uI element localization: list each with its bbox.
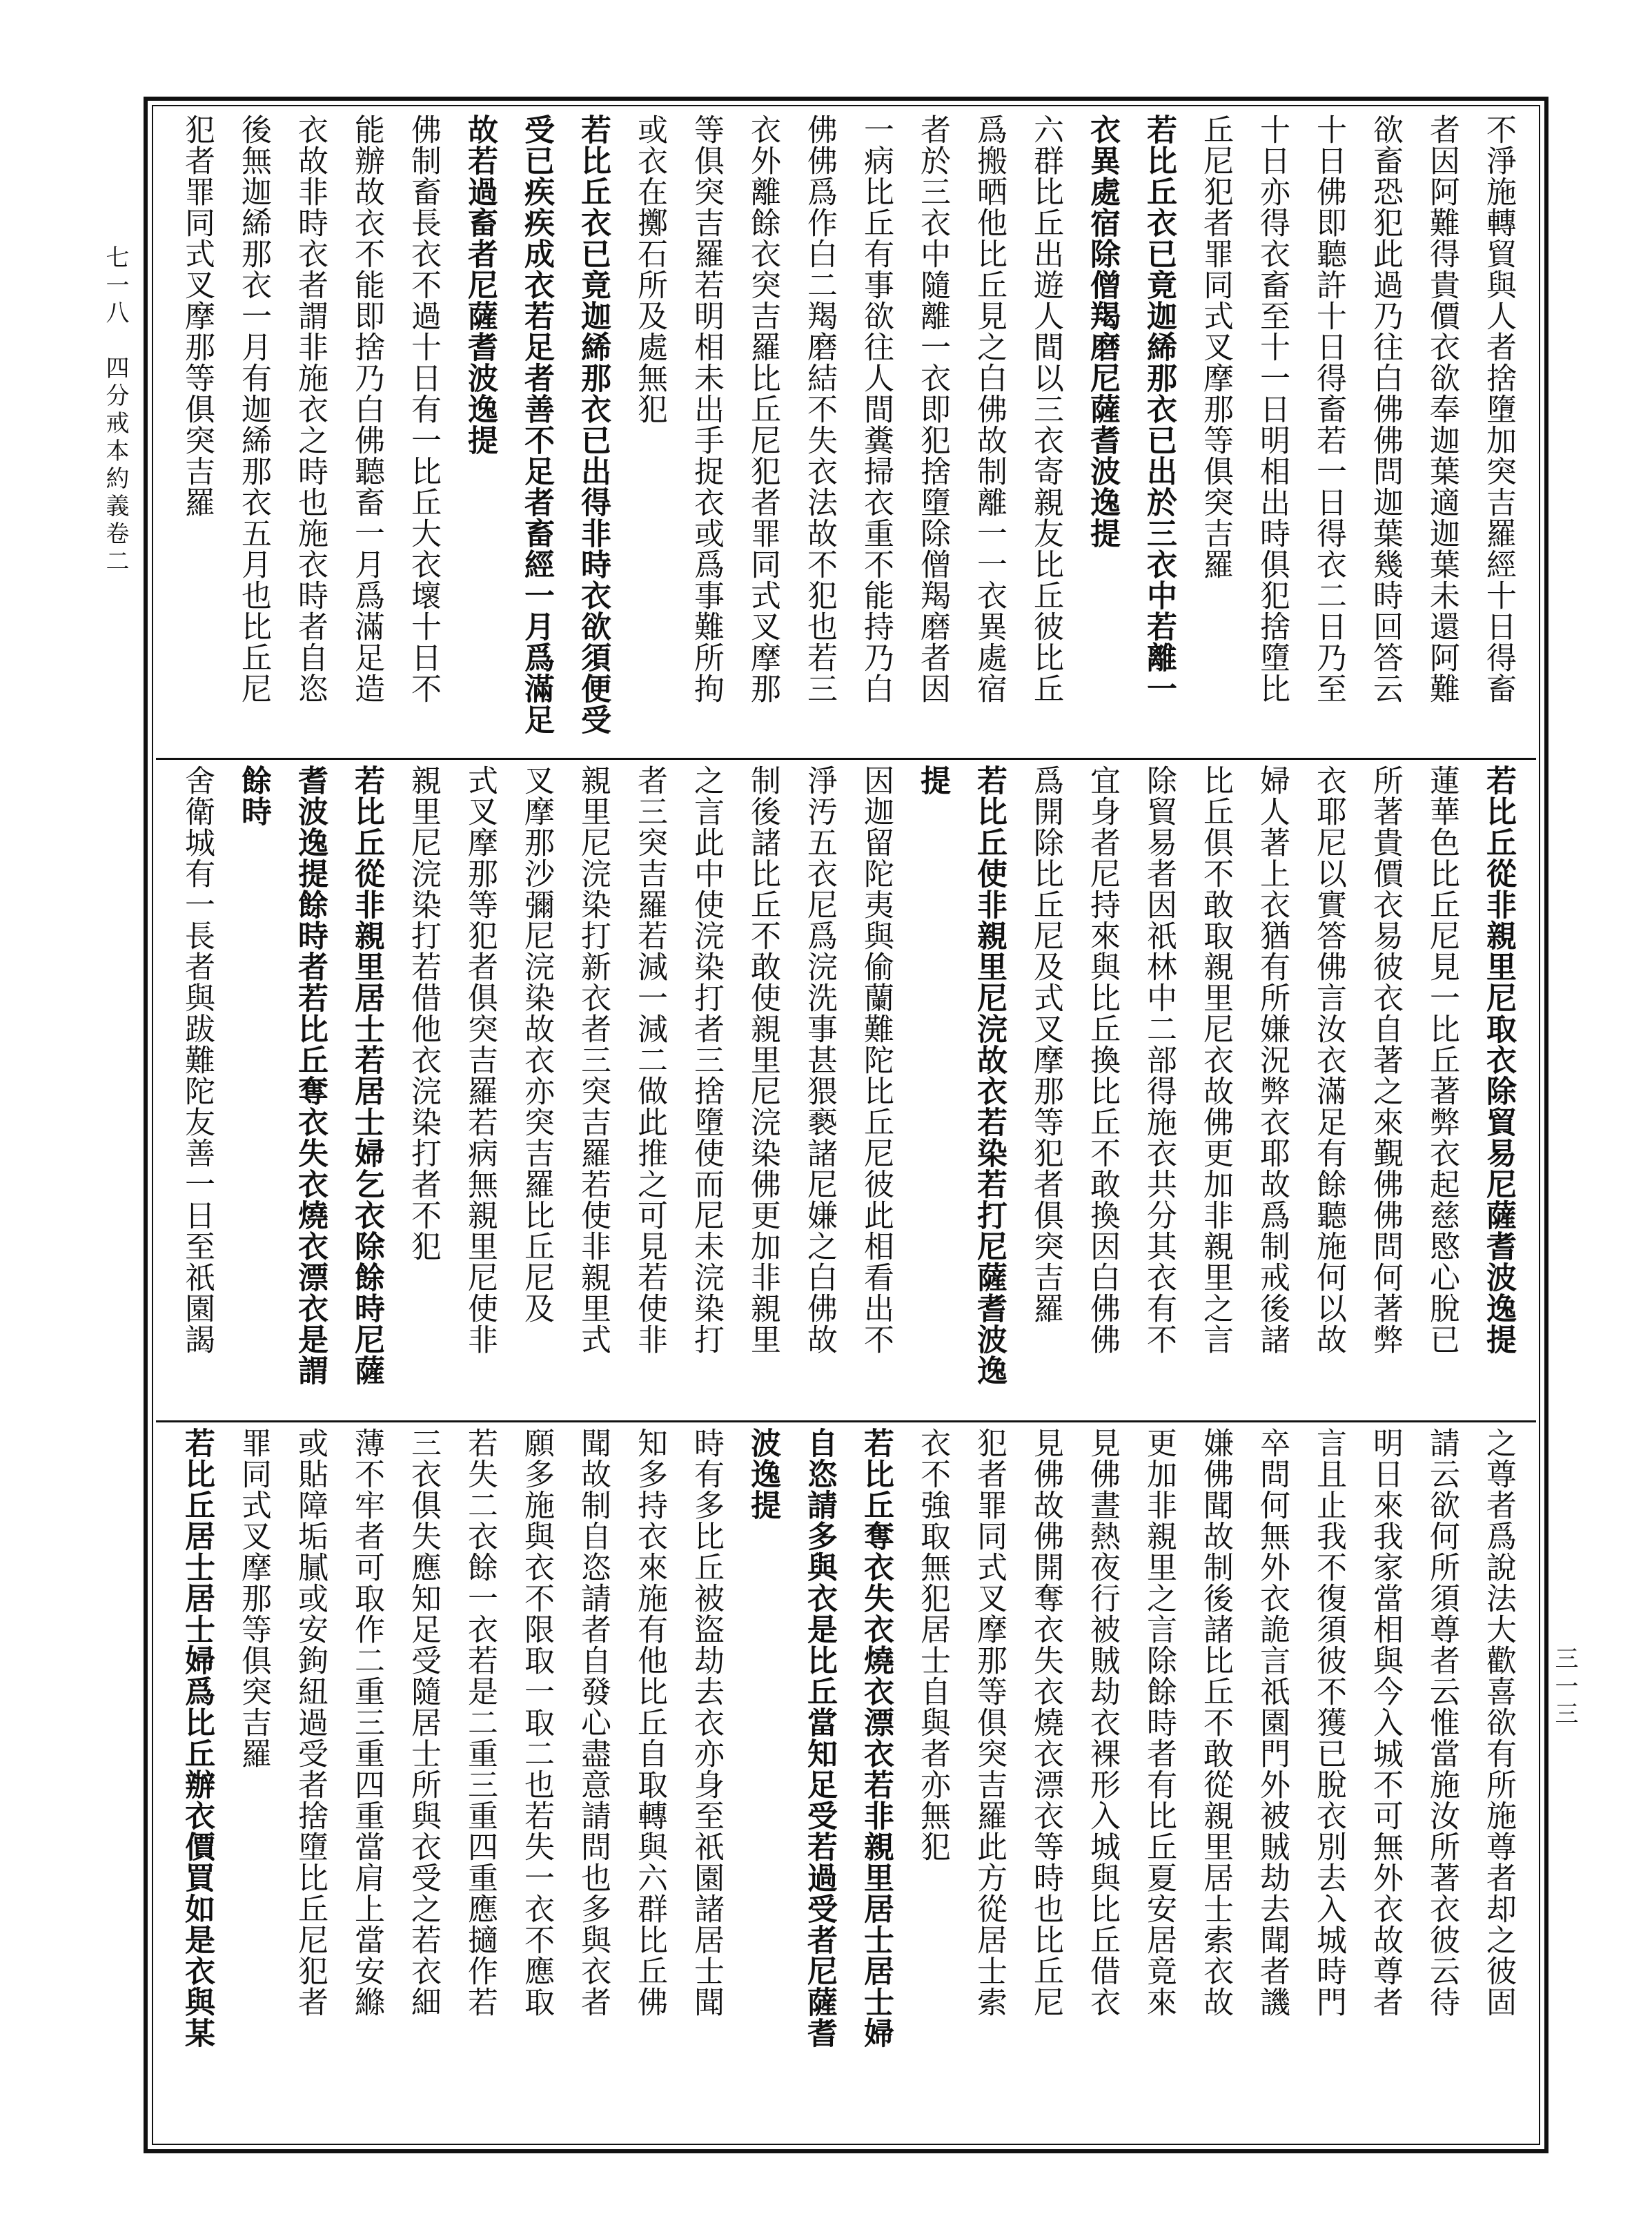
precept-text-column: 故若過畜者尼薩耆波逸提 [462, 114, 498, 456]
commentary-text-column: 親里尼浣染打新衣者三突吉羅若使非親里式 [576, 765, 611, 1355]
commentary-text-column: 犯者罪同式叉摩那等俱突吉羅此方從居士索 [972, 1427, 1007, 2017]
commentary-text-column: 比丘俱不敢取親里尼衣故佛更加非親里之言 [1198, 765, 1233, 1355]
commentary-text-column: 不淨施轉貿與人者捨墮加突吉羅經十日得畜 [1481, 114, 1516, 704]
precept-text-column: 提 [915, 765, 950, 796]
commentary-text-column: 六群比丘出遊人間以三衣寄親友比丘彼比丘 [1028, 114, 1063, 704]
commentary-text-column: 衣不強取無犯居士自與者亦無犯 [915, 1427, 950, 1862]
commentary-text-column: 爲開除比丘尼及式叉摩那等犯者俱突吉羅 [1028, 765, 1063, 1324]
register-divider-upper [156, 758, 1536, 760]
commentary-text-column: 等俱突吉羅若明相未出手捉衣或爲事難所拘 [689, 114, 724, 704]
commentary-text-column: 罪同式叉摩那等俱突吉羅 [236, 1427, 271, 1769]
commentary-text-column: 衣外離餘衣突吉羅比丘尼犯者罪同式叉摩那 [745, 114, 780, 704]
precept-text-column: 若比丘衣已竟迦絺那衣已出得非時衣欲須便受 [576, 114, 611, 735]
commentary-text-column: 之言此中使浣染打者三捨墮使而尼未浣染打 [689, 765, 724, 1355]
commentary-text-column: 知多持衣來施有他比丘自取轉與六群比丘佛 [632, 1427, 667, 2017]
precept-text-column: 若比丘衣已竟迦絺那衣已出於三衣中若離一 [1141, 114, 1177, 704]
commentary-text-column: 除貿易者因祇林中二部得施衣共分其衣有不 [1141, 765, 1177, 1355]
commentary-text-column: 所著貴價衣易彼衣自著之來覲佛佛問何著弊 [1368, 765, 1403, 1355]
commentary-text-column: 式叉摩那等犯者俱突吉羅若病無親里尼使非 [462, 765, 498, 1355]
commentary-text-column: 者三突吉羅若減一減二做此推之可見若使非 [632, 765, 667, 1355]
commentary-text-column: 見佛晝熱夜行被賊劫衣裸形入城與比丘借衣 [1085, 1427, 1120, 2017]
register-divider-lower [156, 1420, 1536, 1422]
commentary-text-column: 舍衛城有一長者與跋難陀友善一日至祇園謁 [179, 765, 215, 1355]
commentary-text-column: 見佛故佛開奪衣失衣燒衣漂衣等時也比丘尼 [1028, 1427, 1063, 2017]
commentary-text-column: 或衣在擲石所及處無犯 [632, 114, 667, 424]
precept-text-column: 耆波逸提餘時者若比丘奪衣失衣燒衣漂衣是謂 [293, 765, 328, 1386]
commentary-text-column: 之尊者爲說法大歡喜欲有所施尊者却之彼固 [1481, 1427, 1516, 2017]
commentary-text-column: 若失二衣餘一衣若是二重三重四重應擿作若 [462, 1427, 498, 2017]
commentary-text-column: 衣耶尼以實答佛言汝衣滿足有餘聽施何以故 [1311, 765, 1346, 1355]
commentary-text-column: 十日亦得衣畜至十一日明相出時俱犯捨墮比 [1255, 114, 1290, 704]
commentary-text-column: 犯者罪同式叉摩那等俱突吉羅 [179, 114, 215, 518]
register-upper [156, 114, 1536, 752]
commentary-text-column: 明日來我家當相與今入城不可無外衣故尊者 [1368, 1427, 1403, 2017]
commentary-text-column: 願多施與衣不限取一取二也若失一衣不應取 [519, 1427, 554, 2017]
commentary-text-column: 更加非親里之言除餘時者有比丘夏安居竟來 [1141, 1427, 1177, 2017]
commentary-text-column: 時有多比丘被盜劫去衣亦身至祇園諸居士聞 [689, 1427, 724, 2017]
commentary-text-column: 淨汚五衣尼爲浣洗事甚猥褻諸尼嫌之白佛故 [802, 765, 837, 1355]
commentary-text-column: 言且止我不復須彼不獲已脫衣別去入城時門 [1311, 1427, 1346, 2017]
commentary-text-column: 或貼障垢膩或安鉤紐過受者捨墮比丘尼犯者 [293, 1427, 328, 2017]
commentary-text-column: 佛佛爲作白二羯磨結不失衣法故不犯也若三 [802, 114, 837, 704]
commentary-text-column: 請云欲何所須尊者云惟當施汝所著衣彼云待 [1424, 1427, 1459, 2017]
commentary-text-column: 制後諸比丘不敢使親里尼浣染佛更加非親里 [745, 765, 780, 1355]
precept-text-column: 自恣請多與衣是比丘當知足受若過受者尼薩耆 [802, 1427, 837, 2048]
precept-text-column: 若比丘從非親里尼取衣除貿易尼薩耆波逸提 [1481, 765, 1516, 1355]
commentary-text-column: 嫌佛聞故制後諸比丘不敢從親里居士索衣故 [1198, 1427, 1233, 2017]
commentary-text-column: 能辦故衣不能即捨乃白佛聽畜一月爲滿足造 [349, 114, 384, 704]
commentary-text-column: 者於三衣中隨離一衣即犯捨墮除僧羯磨者因 [915, 114, 950, 704]
precept-text-column: 若比丘奪衣失衣燒衣漂衣若非親里居士居士婦 [858, 1427, 894, 2048]
commentary-text-column: 因迦留陀夷與偷蘭難陀比丘尼彼此相看出不 [858, 765, 894, 1355]
commentary-text-column: 一病比丘有事欲往人間糞掃衣重不能持乃白 [858, 114, 894, 704]
precept-text-column: 餘時 [236, 765, 271, 827]
commentary-text-column: 蓮華色比丘尼見一比丘著弊衣起慈愍心脫已 [1424, 765, 1459, 1355]
commentary-text-column: 聞故制自恣請者自發心盡意請問也多與衣者 [576, 1427, 611, 2017]
commentary-text-column: 三衣俱失應知足受隨居士所與衣受之若衣細 [406, 1427, 441, 2017]
precept-text-column: 受已疾疾成衣若足者善不足者畜經一月爲滿足 [519, 114, 554, 735]
commentary-text-column: 卒問何無外衣詭言祇園門外被賊劫去聞者譏 [1255, 1427, 1290, 2017]
commentary-text-column: 佛制畜長衣不過十日有一比丘大衣壞十日不 [406, 114, 441, 704]
commentary-text-column: 薄不牢者可取作二重三重四重當肩上當安縧 [349, 1427, 384, 2017]
precept-text-column: 若比丘居士居士婦爲比丘辦衣價買如是衣與某 [179, 1427, 215, 2048]
commentary-text-column: 爲搬晒他比丘見之白佛故制離一一衣異處宿 [972, 114, 1007, 704]
commentary-text-column: 婦人著上衣猶有所嫌況弊衣耶故爲制戒後諸 [1255, 765, 1290, 1355]
register-lower [156, 1427, 1536, 2138]
precept-text-column: 若比丘使非親里尼浣故衣若染若打尼薩耆波逸 [972, 765, 1007, 1386]
precept-text-column: 衣異處宿除僧羯磨尼薩耆波逸提 [1085, 114, 1120, 549]
commentary-text-column: 親里尼浣染打若借他衣浣染打者不犯 [406, 765, 441, 1262]
precept-text-column: 若比丘從非親里居士若居士婦乞衣除餘時尼薩 [349, 765, 384, 1386]
register-middle [156, 765, 1536, 1415]
commentary-text-column: 衣故非時衣者謂非施衣之時也施衣時者自恣 [293, 114, 328, 704]
left-margin-header: 七一八 四分戒本約義卷二 [101, 245, 129, 576]
commentary-text-column: 宜身者尼持來與比丘換比丘不敢換因白佛佛 [1085, 765, 1120, 1355]
commentary-text-column: 欲畜恐犯此過乃往白佛佛問迦葉幾時回答云 [1368, 114, 1403, 704]
right-margin-page-number: 三一三 [1551, 1646, 1578, 1729]
commentary-text-column: 叉摩那沙彌尼浣染故衣亦突吉羅比丘尼及 [519, 765, 554, 1324]
commentary-text-column: 十日佛即聽許十日得畜若一日得衣二日乃至 [1311, 114, 1346, 704]
precept-text-column: 波逸提 [745, 1427, 780, 1520]
commentary-text-column: 後無迦絺那衣一月有迦絺那衣五月也比丘尼 [236, 114, 271, 704]
commentary-text-column: 丘尼犯者罪同式叉摩那等俱突吉羅 [1198, 114, 1233, 580]
commentary-text-column: 者因阿難得貴價衣欲奉迦葉適迦葉未還阿難 [1424, 114, 1459, 704]
